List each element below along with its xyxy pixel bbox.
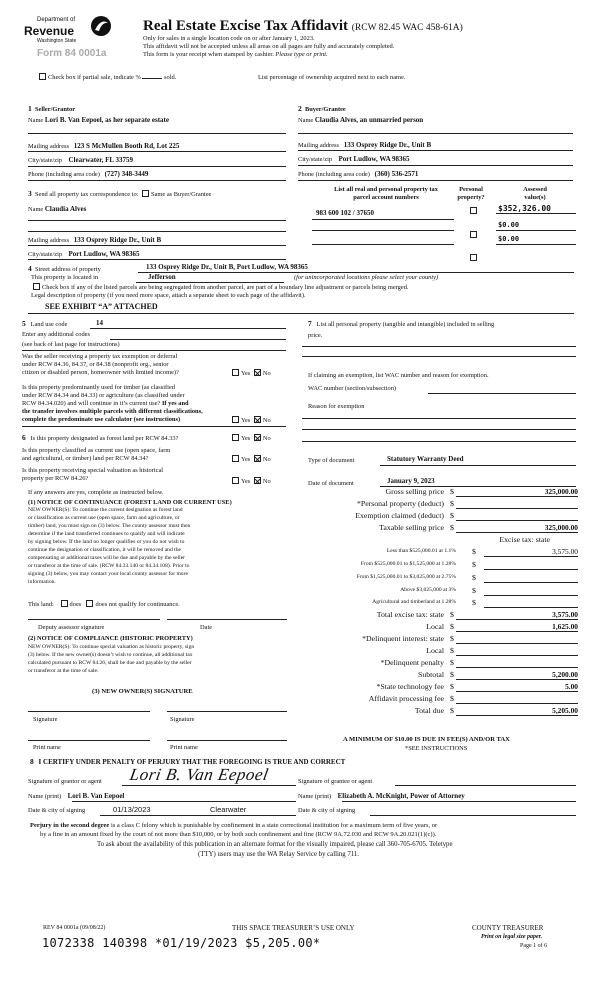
property-street-address[interactable]: 133 Osprey Ridge Dr., Unit B, Port Ludlow, WA 98365 xyxy=(146,263,308,271)
county-treasurer-label: COUNTY TREASURER xyxy=(472,924,544,932)
new-owner-signature-2[interactable]: Signature xyxy=(170,716,195,723)
legal-description-value[interactable]: SEE EXHIBIT “A” ATTACHED xyxy=(45,302,158,311)
segregated-parcel-checkbox[interactable] xyxy=(33,283,40,290)
no-checkbox[interactable] xyxy=(254,477,261,484)
header-line-2: This affidavit will not be accepted unless all areas on all pages are fully and accurately completed. xyxy=(143,43,395,50)
tax-row: Total excise tax: state $ 3,575.00 xyxy=(376,610,578,619)
grantor-signing-city[interactable]: Clearwater xyxy=(210,805,247,814)
subtotal[interactable]: 5,200.00 xyxy=(552,670,578,679)
logo-dept-of: Department of xyxy=(37,17,76,23)
correspondence-name[interactable]: Claudia Alves xyxy=(44,205,87,213)
timber-use-yes-no: Yes No xyxy=(230,416,271,425)
buyer-name[interactable]: Claudia Alves, an unmarried person xyxy=(314,116,424,124)
bracket-row: Above $3,025,000 at 3% $ xyxy=(300,586,578,597)
tax-row: Taxable selling price $ 325,000.00 xyxy=(379,523,578,532)
parcel-header: List all real and personal property tax parcel account numbers xyxy=(334,186,438,201)
assessed-value[interactable]: $352,326.00 xyxy=(498,204,551,213)
treasurer-stamp: 1072338 140398 *01/19/2023 $5,205.00* xyxy=(42,936,321,950)
no-checkbox[interactable] xyxy=(254,369,261,376)
assessed-value[interactable]: $0.00 xyxy=(498,221,520,229)
tax-row: *State technology fee $ 5.00 xyxy=(376,682,578,691)
grantor-signature-label: Signature of grantor or agent xyxy=(28,778,102,785)
assessed-header: Assessed value(s) xyxy=(523,186,547,201)
page-number: Page 1 of 6 xyxy=(520,943,548,949)
no-checkbox[interactable] xyxy=(254,455,261,462)
treasurer-space-label: THIS SPACE TREASURER’S USE ONLY xyxy=(232,924,355,932)
state-technology-fee[interactable]: 5.00 xyxy=(565,682,578,691)
yes-checkbox[interactable] xyxy=(232,434,239,441)
section-6-row: 6 Is this property designated as forest land per RCW 84.33? xyxy=(22,433,179,442)
deputy-signature-label: Deputy assessor signature xyxy=(38,624,105,631)
header-line-1: Only for sales in a single location code on or after January 1, 2023. xyxy=(143,35,315,42)
section-5-row: 5 Land use code xyxy=(22,319,68,328)
tax-row: Subtotal $ 5,200.00 xyxy=(418,670,578,679)
bracket-row: From $1,525,000.01 to $3,025,000 at 2.75% $ xyxy=(300,573,578,584)
ownership-note: List percentage of ownership acquired next to each name. xyxy=(258,74,406,81)
see-instructions-note: *SEE INSTRUCTIONS xyxy=(405,745,468,752)
land-use-code[interactable]: 14 xyxy=(96,319,103,327)
yes-checkbox[interactable] xyxy=(232,455,239,462)
new-owner-print-1[interactable]: Print name xyxy=(33,744,61,751)
header-line-3: This form is your receipt when stamped by cashier. Please type or print. xyxy=(143,51,328,58)
grantor-signing-date[interactable]: 01/13/2023 xyxy=(113,805,151,814)
current-use-yes-no: Yes No xyxy=(230,455,271,464)
buyer-city[interactable]: Port Ludlow, WA 98365 xyxy=(338,155,410,163)
accessibility-line-2: (TTY) users may use the WA Relay Service by calling 711. xyxy=(198,851,360,858)
section-8-heading: 8 I CERTIFY UNDER PENALTY OF PERJURY THAT THE FOREGOING IS TRUE AND CORRECT xyxy=(30,757,346,766)
personal-property-checkbox[interactable] xyxy=(470,207,477,214)
tax-row: Local $ xyxy=(300,646,578,657)
seller-phone[interactable]: (727) 348-3449 xyxy=(104,170,149,178)
unincorporated-note: (for unincorporated locations please select your county) xyxy=(294,274,439,281)
this-land-row: This land: does does not qualify for continuance. xyxy=(28,601,180,608)
perjury-line-2: by a fine in an amount fixed by the court of not more than $10,000, or by both such confinement and fine (RCW 9A.72.030 and RCW 9A.20.021(1)(c)). xyxy=(40,831,437,838)
bracket-row: From $525,000.01 to $1,525,000 at 1.28% $ xyxy=(300,560,578,571)
new-owner-print-2[interactable]: Print name xyxy=(170,744,198,751)
legal-size-note: Print on legal size paper. xyxy=(481,934,543,940)
grantor-signature[interactable]: Lori B. Van Eepoel xyxy=(128,765,271,784)
tax-row: Affidavit processing fee $ xyxy=(300,694,578,705)
historic-yes-no: Yes No xyxy=(230,477,271,486)
seller-name[interactable]: Lori B. Van Eepoel, as her separate estate xyxy=(44,116,169,124)
seller-exemption-yes-no: Yes No xyxy=(230,369,271,378)
tax-row: *Delinquent penalty $ xyxy=(300,658,578,669)
tax-row: Local $ 1,625.00 xyxy=(426,622,578,631)
section-2-heading: 2 Buyer/Grantee xyxy=(298,104,346,113)
logo-revenue: Revenue xyxy=(24,24,75,38)
no-checkbox[interactable] xyxy=(254,434,261,441)
correspondence-city[interactable]: Port Ludlow, WA 98365 xyxy=(68,250,140,258)
document-type[interactable]: Statutory Warranty Deed xyxy=(387,455,464,463)
seller-city[interactable]: Clearwater, FL 33759 xyxy=(68,156,133,164)
county-field[interactable]: Jefferson xyxy=(148,273,176,281)
yes-checkbox[interactable] xyxy=(232,369,239,376)
bracket-value[interactable]: 3,575.00 xyxy=(552,547,578,556)
grantee-print-name[interactable]: Elizabeth A. McKnight, Power of Attorney xyxy=(337,792,465,800)
notice-continuance-title: (1) NOTICE OF CONTINUANCE (FOREST LAND OR CURRENT USE) xyxy=(28,499,232,506)
seller-mailing-address[interactable]: 123 S McMullen Booth Rd, Lot 225 xyxy=(73,142,180,150)
grantor-print-name[interactable]: Lori B. Van Eepoel xyxy=(67,792,125,800)
minimum-due-note: A MINIMUM OF $10.00 IS DUE IN FEE(S) AND/OR TAX xyxy=(343,736,510,743)
excise-tax-state-label: Excise tax: state xyxy=(499,535,550,544)
section-3-heading: 3 Send all property tax correspondence to: Same as Buyer/Grantee xyxy=(28,189,212,198)
new-owner-signature-title: (3) NEW OWNER(S) SIGNATURE xyxy=(92,688,193,695)
correspondence-mailing-address[interactable]: 133 Osprey Ridge Dr., Unit B xyxy=(73,236,162,244)
taxable-selling-price[interactable]: 325,000.00 xyxy=(544,523,578,532)
yes-checkbox[interactable] xyxy=(232,477,239,484)
tax-row: *Delinquent interest: state $ xyxy=(300,634,578,645)
grantee-signature-label: Signature of grantee or agent xyxy=(298,778,373,785)
excise-local[interactable]: 1,625.00 xyxy=(552,622,578,631)
personal-property-checkbox[interactable] xyxy=(470,231,477,238)
partial-sale-row: Check box if partial sale, indicate % sold. xyxy=(37,73,176,82)
gross-selling-price[interactable]: 325,000.00 xyxy=(544,487,578,496)
new-owner-signature-1[interactable]: Signature xyxy=(33,716,58,723)
document-date[interactable]: January 9, 2023 xyxy=(387,477,435,485)
accessibility-line-1: To ask about the availability of this publication in an alternate format for the visually impaired, please call 360-705-6705. Teletype xyxy=(97,841,453,848)
buyer-mailing-address[interactable]: 133 Osprey Ridge Dr., Unit B xyxy=(343,141,432,149)
bracket-row: Agricultural and timberland at 1.28% $ xyxy=(300,598,578,609)
tax-row: Exemption claimed (deduct) $ xyxy=(300,511,578,522)
seller-name-row: Name Lori B. Van Eepoel, as her separate estate xyxy=(28,116,169,124)
revision-code: REV 84 0001a (09/08/22) xyxy=(43,925,106,931)
tax-row: *Personal property (deduct) $ xyxy=(300,499,578,510)
total-excise-state[interactable]: 3,575.00 xyxy=(552,610,578,619)
legal-description-label: Legal description of property (if you need more space, attach a separate sheet to each page of the affidavit). xyxy=(31,292,306,299)
section-1-heading: 1 Seller/Grantor xyxy=(28,104,76,113)
does-qualify-checkbox[interactable] xyxy=(61,600,68,607)
personal-header: Personal property? xyxy=(457,186,485,201)
tax-row: Gross selling price $ 325,000.00 xyxy=(385,487,578,496)
section-7-row: 7 List all personal property (tangible and intangible) included in selling xyxy=(308,319,495,328)
bracket-row: Less than $525,000.01 at 1.1% $ 3,575.00 xyxy=(386,547,578,556)
assessed-value[interactable]: $0.00 xyxy=(498,235,520,243)
same-as-buyer-checkbox[interactable] xyxy=(142,190,149,197)
total-due[interactable]: 5,205.00 xyxy=(552,706,578,715)
parcel-number[interactable]: 983 600 102 / 37650 xyxy=(316,209,374,217)
notice-compliance-title: (2) NOTICE OF COMPLIANCE (HISTORIC PROPERTY) xyxy=(28,635,193,642)
section-4-row: 4 Street address of property xyxy=(28,264,101,273)
revenue-swoosh-icon xyxy=(90,15,112,37)
forest-land-yes-no: Yes No xyxy=(230,434,271,443)
buyer-phone[interactable]: (360) 536-2571 xyxy=(374,170,419,178)
deputy-date-label: Date xyxy=(200,624,213,631)
does-not-qualify-checkbox[interactable] xyxy=(86,600,93,607)
partial-sale-checkbox[interactable] xyxy=(39,73,46,80)
logo-state: Washington State xyxy=(37,38,77,44)
form-number: Form 84 0001a xyxy=(37,48,107,59)
no-checkbox[interactable] xyxy=(254,416,261,423)
perjury-line-1: Perjury in the second degree is a class C felony which is punishable by confinement in a state correctional institution for a maximum term of five years, or xyxy=(30,822,438,829)
tax-row: Total due $ 5,205.00 xyxy=(414,706,578,715)
page-title: Real Estate Excise Tax Affidavit (RCW 82.45 WAC 458-61A) xyxy=(143,18,463,34)
yes-checkbox[interactable] xyxy=(232,416,239,423)
personal-property-checkbox[interactable] xyxy=(470,254,477,261)
